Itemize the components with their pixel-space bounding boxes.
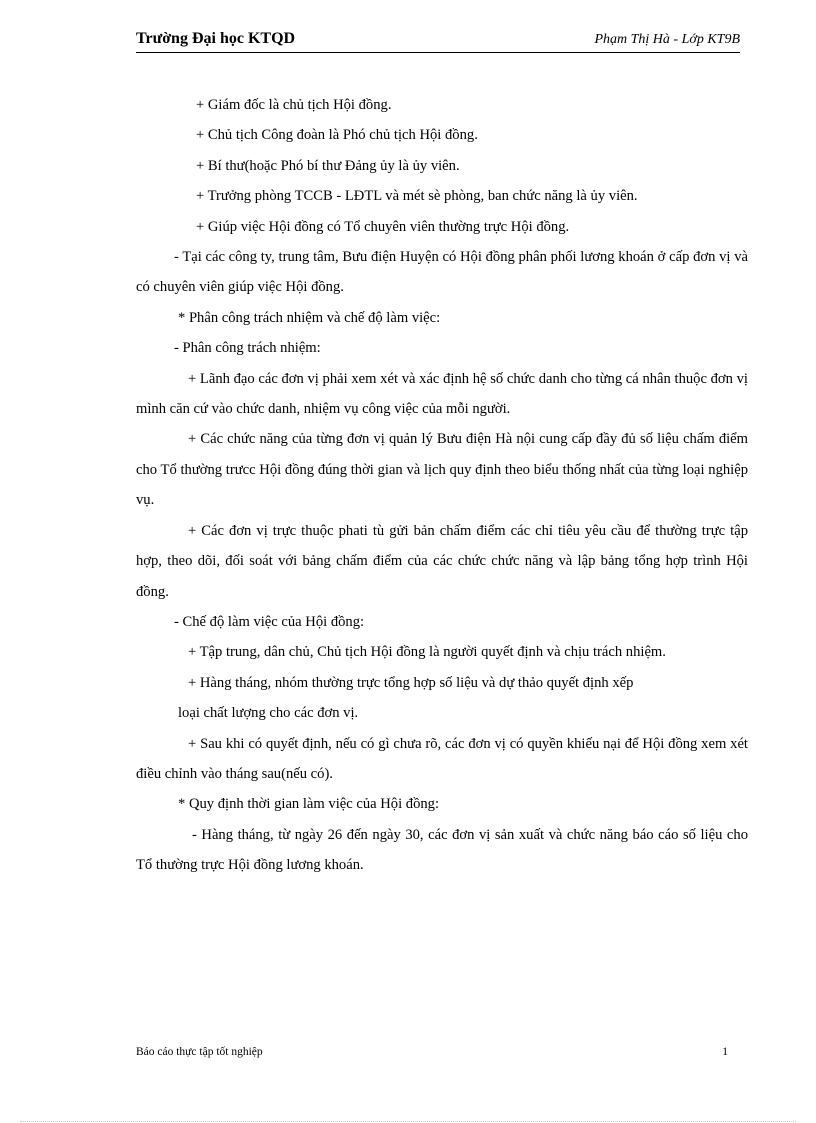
section-heading: * Quy định thời gian làm việc của Hội đồng: bbox=[178, 796, 440, 813]
paragraph: + Giám đốc là chủ tịch Hội đồng. bbox=[196, 97, 392, 113]
page-bottom-edge bbox=[20, 1121, 796, 1122]
paragraph: - Phân công trách nhiệm: bbox=[174, 340, 321, 357]
page-number: 1 bbox=[722, 1046, 728, 1058]
paragraph: + Sau khi có quyết định, nếu có gì chưa rõ, các đơn vị có quyền khiếu nại để Hội đồng xem xét điều chỉnh vào tháng sau(nếu có). bbox=[136, 735, 748, 782]
header-school-name: Trường Đại học KTQD bbox=[136, 30, 296, 47]
paragraph: + Tập trung, dân chủ, Chủ tịch Hội đồng là người quyết định và chịu trách nhiệm. bbox=[188, 644, 666, 661]
paragraph: - Chế độ làm việc của Hội đồng: bbox=[174, 613, 365, 630]
paragraph: loại chất lượng cho các đơn vị. bbox=[178, 705, 359, 722]
header-author: Phạm Thị Hà - Lớp KT9B bbox=[594, 32, 740, 47]
paragraph: + Các chức năng của từng đơn vị quản lý Bưu điện Hà nội cung cấp đầy đủ số liệu chấm điểm cho Tổ thường trưcc Hội đồng đúng thời gian và lịch quy định theo biểu thống nhất của từng loại nghiệp vụ. bbox=[136, 431, 748, 509]
paragraph: + Bí thư(hoặc Phó bí thư Đảng ủy là ủy viên. bbox=[196, 157, 460, 174]
paragraph: + Hàng tháng, nhóm thường trực tổng hợp số liệu và dự thảo quyết định xếp bbox=[188, 674, 634, 691]
paragraph: + Lãnh đạo các đơn vị phải xem xét và xác định hệ số chức danh cho từng cá nhân thuộc đơn vị mình căn cứ vào chức danh, nhiệm vụ công việc của mỗi người. bbox=[136, 370, 748, 418]
paragraph: + Các đơn vị trực thuộc phati tù gửi bản chấm điểm các chỉ tiêu yêu cầu để thường trực tập hợp, theo dõi, đối soát với bảng chấm điểm của các chức chức năng và lập bảng tổng hợp trình Hội đồng. bbox=[136, 522, 748, 600]
page-header bbox=[136, 30, 740, 53]
paragraph: + Giúp việc Hội đồng có Tổ chuyên viên thường trực Hội đồng. bbox=[196, 218, 570, 235]
paragraph: - Hàng tháng, từ ngày 26 đến ngày 30, các đơn vị sản xuất và chức năng báo cáo số liệu cho Tổ thường trực Hội đồng lương khoán. bbox=[136, 826, 748, 874]
document-body bbox=[136, 90, 748, 881]
section-heading: * Phân công trách nhiệm và chế độ làm việc: bbox=[178, 309, 441, 326]
footer-report-title: Báo cáo thực tập tốt nghiệp bbox=[136, 1046, 263, 1058]
paragraph: + Chủ tịch Công đoàn là Phó chủ tịch Hội đồng. bbox=[196, 127, 478, 144]
paragraph: + Trưởng phòng TCCB - LĐTL và mét sè phòng, ban chức năng là ủy viên. bbox=[196, 188, 638, 205]
paragraph: - Tại các công ty, trung tâm, Bưu điện Huyện có Hội đồng phân phối lương khoán ở cấp đơn vị và có chuyên viên giúp việc Hội đồng. bbox=[136, 249, 748, 296]
